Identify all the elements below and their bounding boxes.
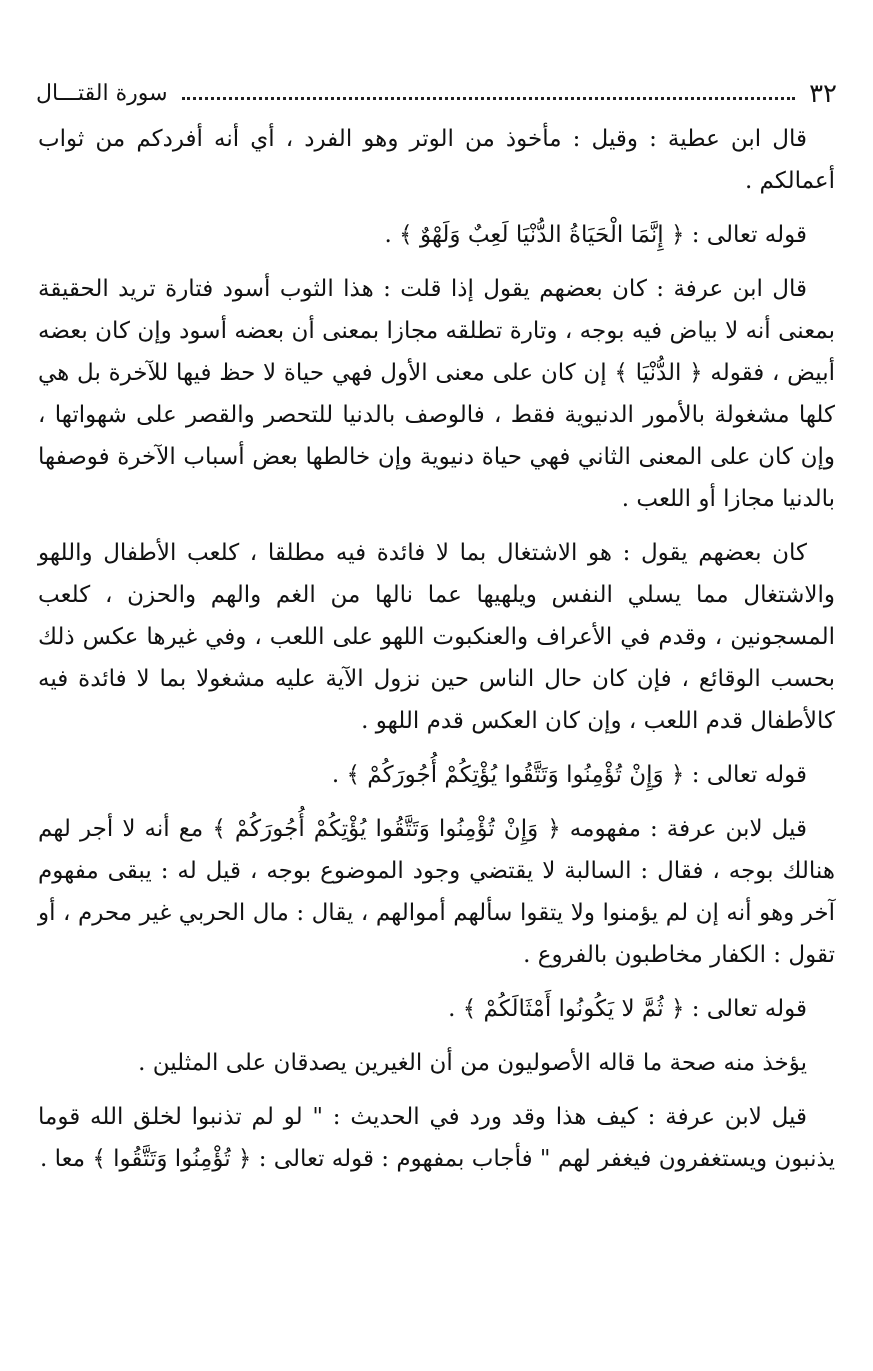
paragraph-lahw-laib: كان بعضهم يقول : هو الاشتغال بما لا فائدة فيه مطلقا ، كلعب الأطفال واللهو والاشتغال مما يسلي النفس ويلهيها عما نالها من الغم والهم والحزن ، كلعب المسجونين ، وقدم في الأعراف والعنكبوت اللهو على اللعب ، وفي غيرها عكس ذلك بحسب الوقائع ، فإن كان حال الناس حين نزول الآية عليه مشغولا بما لا فائدة فيه كالأطفال قدم اللعب ، وإن كان العكس قدم اللهو . [38,540,835,734]
paragraph-hadith: قيل لابن عرفة : كيف هذا وقد ورد في الحديث : " لو لم تذنبوا لخلق الله قوما يذنبون ويستغفرون فيغفر لهم " فأجاب بمفهوم : قوله تعالى : ﴿ تُؤْمِنُوا وَتَتَّقُوا ﴾ معا . [38,1104,835,1172]
paragraph-ibn-atiyya: قال ابن عطية : وقيل : مأخوذ من الوتر وهو الفرد ، أي أنه أفردكم من ثواب أعمالكم . [38,126,835,194]
surah-title: سورة القتـــال [36,81,168,106]
verse-paragraph: قوله تعالى : ﴿ إِنَّمَا الْحَيَاةُ الدُّنْيَا لَعِبٌ وَلَهْوٌ ﴾ . [384,222,807,248]
header-dotted-rule [182,97,796,100]
page-header [36,74,837,114]
verse-paragraph: قوله تعالى : ﴿ ثُمَّ لا يَكُونُوا أَمْثَالَكُمْ ﴾ . [448,996,807,1022]
paragraph-mafhum: قيل لابن عرفة : مفهومه ﴿ وَإِنْ تُؤْمِنُوا وَتَتَّقُوا يُؤْتِكُمْ أُجُورَكُمْ ﴾ مع أنه لا أجر لهم هنالك بوجه ، فقال : السالبة لا يقتضي وجود الموضوع بوجه ، قيل له : يبقى مفهوم آخر وهو أنه إن لم يؤمنوا ولا يتقوا سألهم أموالهم ، يقال : مال الحربي غير محرم ، أو تقول : الكفار مخاطبون بالفروع . [38,816,835,968]
verse-paragraph: قوله تعالى : ﴿ وَإِنْ تُؤْمِنُوا وَتَتَّقُوا يُؤْتِكُمْ أُجُورَكُمْ ﴾ . [331,762,807,788]
page-number: ٣٢ [809,79,837,109]
paragraph-usuliyyun: يؤخذ منه صحة ما قاله الأصوليون من أن الغيرين يصدقان على المثلين . [138,1050,807,1076]
page-body [38,118,835,1192]
paragraph-ibn-arafa-dunya: قال ابن عرفة : كان بعضهم يقول إذا قلت : هذا الثوب أسود فتارة تريد الحقيقة بمعنى أنه لا بياض فيه بوجه ، وتارة تطلقه مجازا بمعنى أن بعضه أسود وإن كان بعضه أبيض ، فقوله ﴿ الدُّنْيَا ﴾ إن كان على معنى الأول فهي حياة لا حظ فيها للآخرة بل هي كلها مشغولة بالأمور الدنيوية فقط ، فالوصف بالدنيا للتحصر والقصر على شهواتها ، وإن كان على المعنى الثاني فهي حياة دنيوية وإن خالطها بعض أسباب الآخرة فوصفها بالدنيا مجازا أو اللعب . [38,276,835,512]
